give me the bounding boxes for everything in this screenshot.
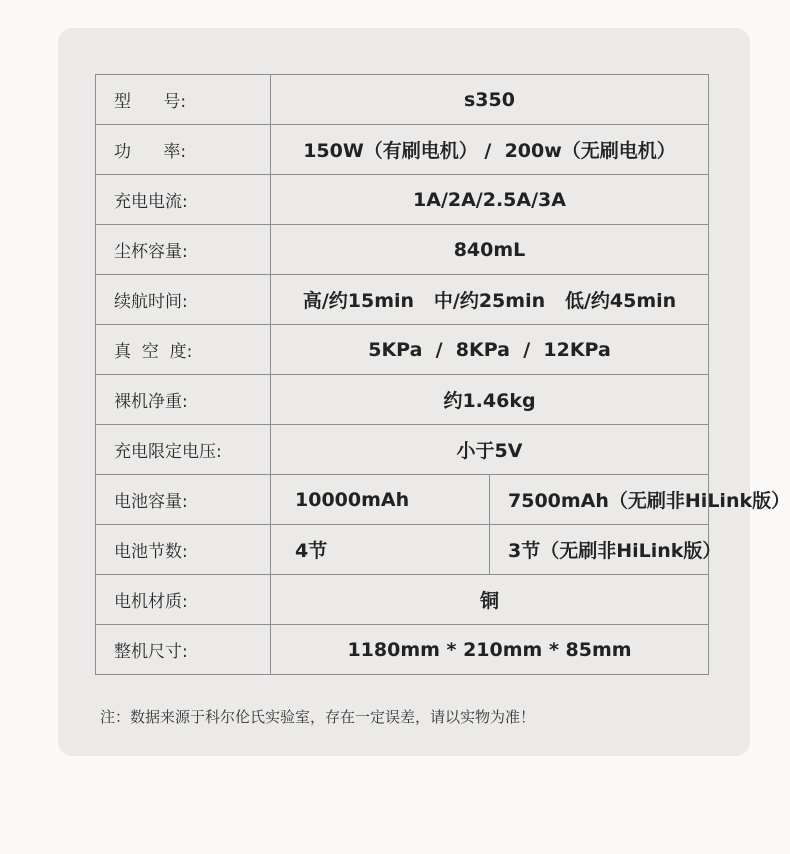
- row-value-net-weight: 约1.46kg: [271, 375, 709, 425]
- table-row: [96, 575, 709, 625]
- row-value-power: 150W（有刷电机） / 200w（无刷电机）: [271, 125, 709, 175]
- row-value-battery-capacity-brushless: 7500mAh（无刷非HiLink版）: [490, 475, 709, 525]
- table-row: [96, 75, 709, 125]
- row-value-dust-cup: 840mL: [271, 225, 709, 275]
- row-value-runtime: 高/约15min 中/约25min 低/约45min: [271, 275, 709, 325]
- table-row: [96, 225, 709, 275]
- spec-table: [95, 74, 790, 675]
- row-label-battery-capacity: 电池容量:: [96, 475, 271, 525]
- row-value-vacuum: 5KPa / 8KPa / 12KPa: [271, 325, 709, 375]
- row-label-charge-current: 充电电流:: [96, 175, 271, 225]
- row-label-model: 型 号:: [96, 75, 271, 125]
- disclaimer-note: 注：数据来源于科尔伦氏实验室，存在一定误差，请以实物为准！: [100, 708, 536, 726]
- row-label-vacuum: 真 空 度:: [96, 325, 271, 375]
- row-label-battery-cells: 电池节数:: [96, 525, 271, 575]
- table-row: [96, 525, 709, 575]
- row-label-motor-material: 电机材质:: [96, 575, 271, 625]
- spec-card: [58, 28, 790, 756]
- table-row: [96, 425, 709, 475]
- table-row: [96, 625, 709, 675]
- row-value-battery-cells-standard: 4节: [271, 525, 490, 575]
- row-label-net-weight: 裸机净重:: [96, 375, 271, 425]
- row-label-charge-voltage: 充电限定电压:: [96, 425, 271, 475]
- row-label-dust-cup: 尘杯容量:: [96, 225, 271, 275]
- row-value-motor-material: 铜: [271, 575, 709, 625]
- row-value-battery-capacity-standard: 10000mAh: [271, 475, 490, 525]
- table-row: [96, 175, 709, 225]
- table-row: [96, 325, 709, 375]
- row-label-power: 功 率:: [96, 125, 271, 175]
- table-row: [96, 275, 709, 325]
- table-row: [96, 475, 709, 525]
- row-value-battery-cells-brushless: 3节（无刷非HiLink版）: [490, 525, 709, 575]
- row-value-charge-current: 1A/2A/2.5A/3A: [271, 175, 709, 225]
- row-label-runtime: 续航时间:: [96, 275, 271, 325]
- row-value-model: s350: [271, 75, 709, 125]
- row-label-dimensions: 整机尺寸:: [96, 625, 271, 675]
- row-value-charge-voltage: 小于5V: [271, 425, 709, 475]
- table-row: [96, 375, 709, 425]
- table-row: [96, 125, 709, 175]
- row-value-dimensions: 1180mm * 210mm * 85mm: [271, 625, 709, 675]
